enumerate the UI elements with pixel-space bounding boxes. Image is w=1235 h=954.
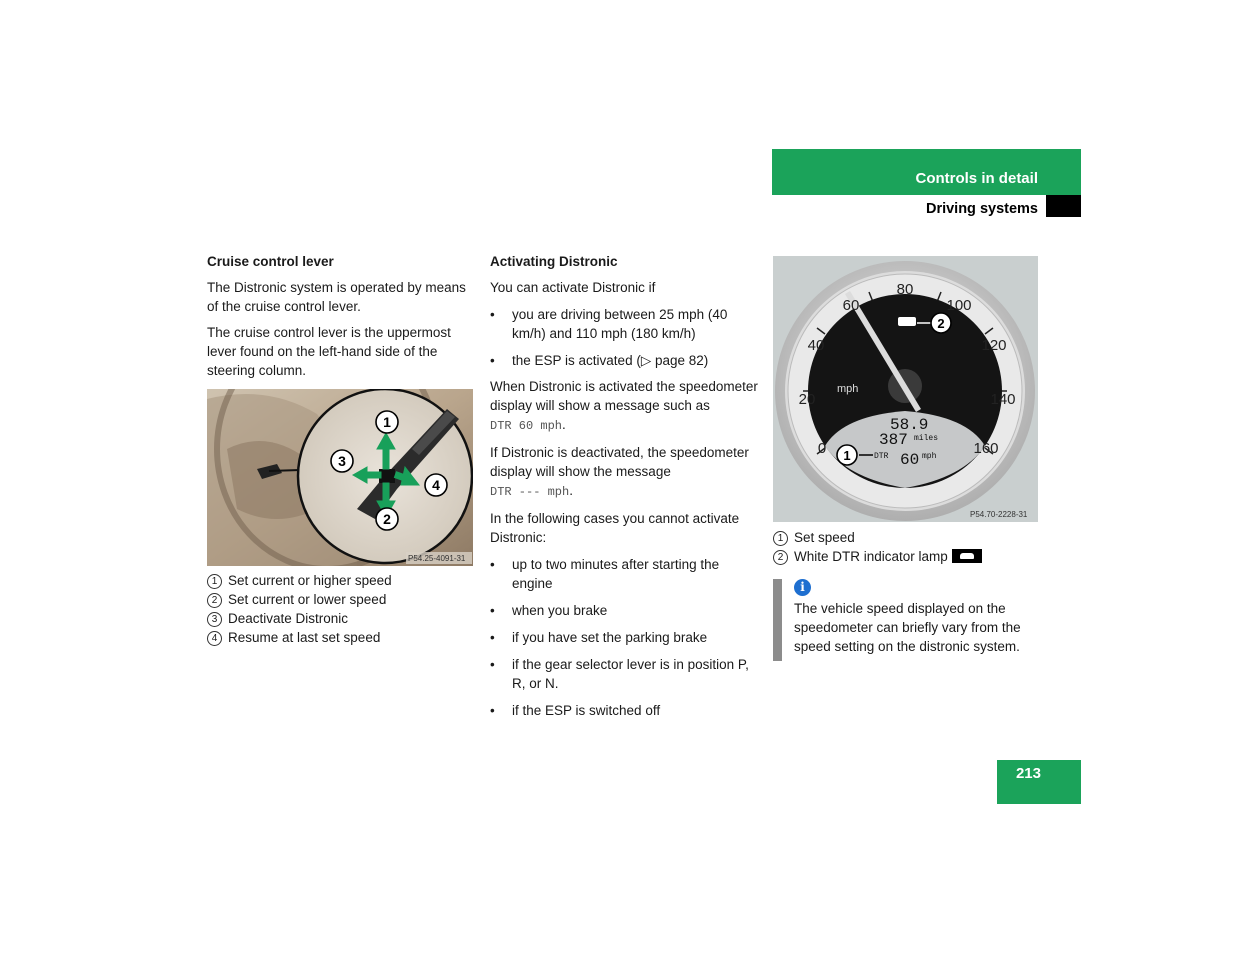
gauge-callout-1: 1 xyxy=(843,448,851,463)
tick-label-60: 60 xyxy=(842,297,860,314)
list-item: • up to two minutes after starting the engine xyxy=(490,557,720,591)
gauge-legend xyxy=(773,528,1039,566)
section-title: Controls in detail xyxy=(915,170,1038,187)
legend-item: 4 Resume at last set speed xyxy=(207,628,473,647)
gauge-unit: mph xyxy=(837,383,859,395)
lever-callout-2: 2 xyxy=(383,511,391,527)
cruise-control-lever-illustration xyxy=(207,389,473,566)
odometer-value: 387 xyxy=(879,431,908,449)
cannot-activate-list xyxy=(490,555,760,720)
tick-label-120: 120 xyxy=(981,337,1007,354)
odometer-unit: miles xyxy=(914,434,939,443)
tick-label-40: 40 xyxy=(807,337,825,354)
dtr-lamp-icon xyxy=(952,549,982,563)
header-black-tab xyxy=(1046,195,1081,217)
list-item: • if the ESP is switched off xyxy=(490,703,661,718)
tick-label-160: 160 xyxy=(973,440,999,457)
heading-activating-distronic: Activating Distronic xyxy=(490,254,618,269)
subsection-title: Driving systems xyxy=(925,201,1038,217)
dtr-indicator-lamp xyxy=(898,317,916,326)
activation-conditions-list xyxy=(490,305,760,370)
paragraph: The cruise control lever is the uppermost lever found on the left-hand side of the steering column. xyxy=(207,325,451,378)
paragraph: You can activate Distronic if xyxy=(490,280,656,295)
info-text: The vehicle speed displayed on the speedometer can briefly vary from the speed setting on the distronic system. xyxy=(794,601,1021,654)
column-speedometer xyxy=(773,256,1039,656)
tick-label-0: 0 xyxy=(817,440,827,457)
column-cruise-control xyxy=(207,252,473,647)
paragraph: If Distronic is deactivated, the speedometer display will show the message DTR --- mph. xyxy=(490,445,749,499)
dtr-unit: mph xyxy=(922,452,937,461)
info-icon: i xyxy=(794,579,811,596)
info-box xyxy=(773,577,1039,656)
legend-item: 2 White DTR indicator lamp xyxy=(773,547,1039,566)
paragraph: The Distronic system is operated by means of the cruise control lever. xyxy=(207,280,466,314)
info-bar xyxy=(773,579,782,661)
lever-callout-3: 3 xyxy=(338,453,346,469)
legend-item: 1 Set current or higher speed xyxy=(207,571,473,590)
gauge-image-code: P54.70-2228-31 xyxy=(970,510,1028,519)
tick-label-80: 80 xyxy=(896,281,914,298)
tick-label-140: 140 xyxy=(990,391,1016,408)
legend-item: 3 Deactivate Distronic xyxy=(207,609,473,628)
display-message-activated: DTR 60 mph xyxy=(490,419,563,433)
paragraph: In the following cases you cannot activate Distronic: xyxy=(490,511,740,545)
legend-item: 1 Set speed xyxy=(773,528,1039,547)
gauge-callout-2: 2 xyxy=(937,316,945,331)
list-item: • you are driving between 25 mph (40 km/h) and 110 mph (180 km/h) xyxy=(490,307,728,341)
lever-callout-1: 1 xyxy=(383,414,391,430)
legend-item: 2 Set current or lower speed xyxy=(207,590,473,609)
lever-image-code: P54.25-4091-31 xyxy=(408,554,466,563)
trip-value: 58.9 xyxy=(890,416,929,434)
display-message-deactivated: DTR --- mph xyxy=(490,485,570,499)
heading-cruise-control-lever: Cruise control lever xyxy=(207,254,334,269)
paragraph: When Distronic is activated the speedometer display will show a message such as DTR 60 mph. xyxy=(490,379,758,433)
list-item: • the ESP is activated (▷ page 82) xyxy=(490,353,709,368)
page-number: 213 xyxy=(1015,765,1041,782)
column-activating-distronic xyxy=(490,252,760,720)
tick-label-100: 100 xyxy=(946,297,972,314)
dtr-speed: 60 xyxy=(900,451,920,469)
lever-callout-4: 4 xyxy=(432,477,440,493)
tick-label-20: 20 xyxy=(798,391,816,408)
list-item: • if you have set the parking brake xyxy=(490,630,708,645)
dtr-label: DTR xyxy=(874,452,889,461)
list-item: • when you brake xyxy=(490,603,608,618)
list-item: • if the gear selector lever is in position P, R, or N. xyxy=(490,657,749,691)
speedometer-illustration xyxy=(773,256,1038,522)
lever-legend xyxy=(207,571,473,647)
